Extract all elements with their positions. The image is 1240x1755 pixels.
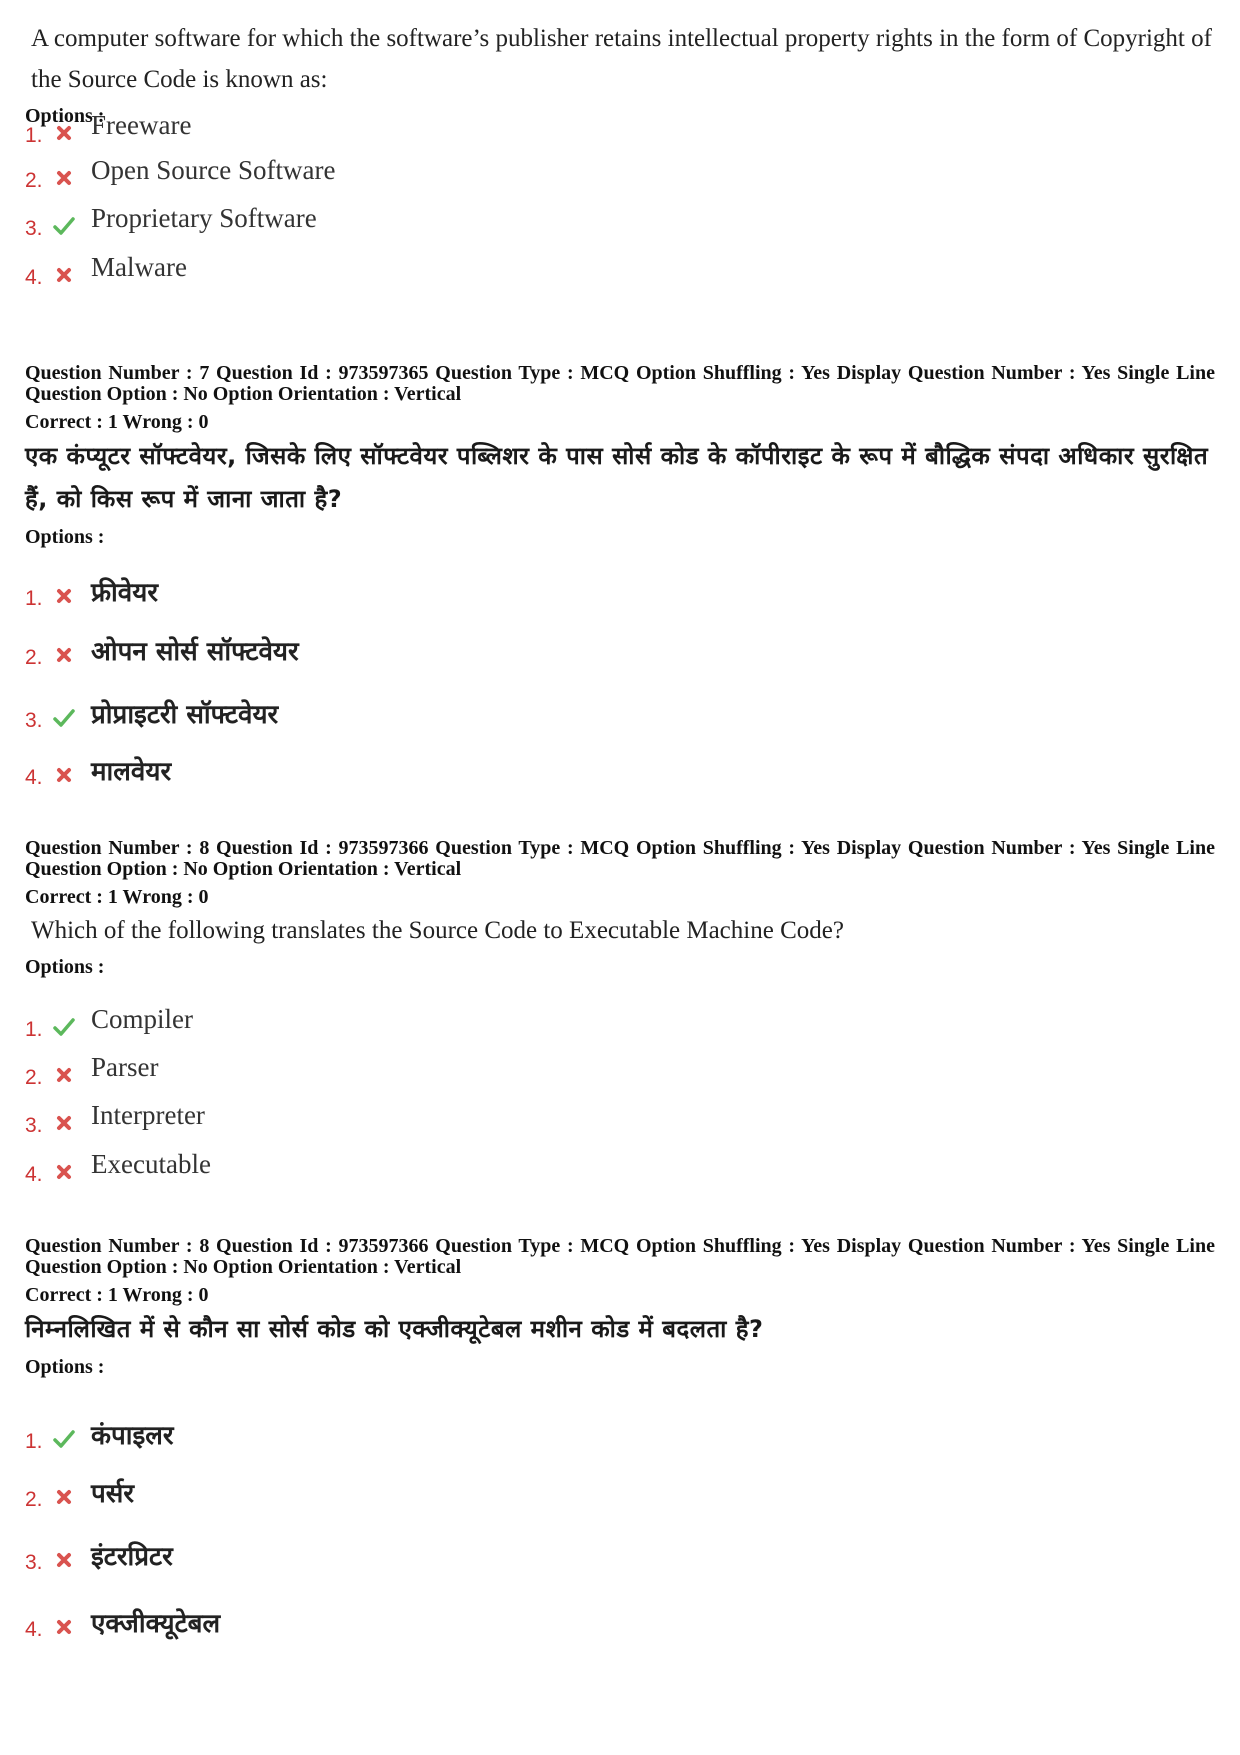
option-number: 1.: [25, 1018, 43, 1041]
option-4: [25, 252, 725, 292]
correct-wrong: Correct : 1 Wrong : 0: [25, 411, 209, 433]
option-label: कंपाइलर: [91, 1421, 174, 1451]
cross-icon: [53, 122, 75, 144]
option-label: पर्सर: [91, 1479, 134, 1509]
options-label: Options :: [25, 1356, 105, 1378]
option-label: Executable: [91, 1149, 211, 1179]
check-icon: [53, 1428, 75, 1450]
cross-icon: [53, 1486, 75, 1508]
question-text: निम्नलिखित में से कौन सा सोर्स कोड को एक्जीक्यूटेबल मशीन कोड में बदलता है?: [25, 1315, 764, 1343]
cross-icon: [53, 1616, 75, 1638]
option-label: Freeware: [91, 110, 192, 140]
correct-wrong: Correct : 1 Wrong : 0: [25, 886, 209, 908]
cross-icon: [53, 1064, 75, 1086]
option-number: 4.: [25, 1163, 43, 1186]
options-label: Options :: [25, 956, 105, 978]
question-meta: Question Number : 8 Question Id : 973597366 Question Type : MCQ Option Shuffling : Yes Display Question Number : Yes Single Line Question Option : No Option Orientation : Vertical: [25, 1235, 1215, 1278]
option-1: [25, 573, 725, 613]
cross-icon: [53, 644, 75, 666]
check-icon: [53, 1016, 75, 1038]
question-text: Which of the following translates the Source Code to Executable Machine Code?: [31, 917, 844, 944]
cross-icon: [53, 1161, 75, 1183]
check-icon: [53, 215, 75, 237]
option-1: [25, 110, 725, 150]
options-label: Options :: [25, 105, 105, 127]
option-label: इंटरप्रिटर: [91, 1542, 173, 1572]
option-number: 2.: [25, 646, 43, 669]
cross-icon: [53, 167, 75, 189]
option-3: [25, 695, 725, 735]
option-label: Open Source Software: [91, 155, 336, 185]
option-4: [25, 1604, 725, 1644]
cross-icon: [53, 264, 75, 286]
question-text: एक कंप्यूटर सॉफ्टवेयर, जिसके लिए सॉफ्टवेयर पब्लिशर के पास सोर्स कोड के कॉपीराइट के रूप में बौद्धिक संपदा अधिकार सुरक्षित हैं, को किस रूप में जाना जाता है?: [25, 442, 1209, 513]
option-number: 1.: [25, 124, 43, 147]
option-3: [25, 203, 725, 243]
option-number: 3.: [25, 709, 43, 732]
option-label: ओपन सोर्स सॉफ्टवेयर: [91, 637, 299, 667]
option-2: [25, 1474, 725, 1514]
option-4: [25, 1149, 725, 1189]
option-1: [25, 1004, 725, 1044]
option-label: Malware: [91, 252, 187, 282]
check-icon: [53, 707, 75, 729]
option-4: [25, 752, 725, 792]
option-number: 4.: [25, 766, 43, 789]
question-meta: Question Number : 7 Question Id : 973597365 Question Type : MCQ Option Shuffling : Yes Display Question Number : Yes Single Line Question Option : No Option Orientation : Vertical: [25, 362, 1215, 405]
option-3: [25, 1100, 725, 1140]
option-number: 2.: [25, 1066, 43, 1089]
question-7-hi: [25, 363, 1215, 549]
option-label: प्रोप्राइटरी सॉफ्टवेयर: [91, 700, 279, 730]
option-1: [25, 1416, 725, 1456]
option-2: [25, 632, 725, 672]
option-3: [25, 1537, 725, 1577]
option-label: Compiler: [91, 1004, 193, 1034]
option-label: फ्रीवेयर: [91, 578, 158, 608]
option-number: 4.: [25, 1618, 43, 1641]
option-label: Parser: [91, 1052, 159, 1082]
option-label: Proprietary Software: [91, 203, 317, 233]
question-meta: Question Number : 8 Question Id : 973597366 Question Type : MCQ Option Shuffling : Yes Display Question Number : Yes Single Line Question Option : No Option Orientation : Vertical: [25, 837, 1215, 880]
option-2: [25, 155, 725, 195]
option-label: Interpreter: [91, 1100, 205, 1130]
cross-icon: [53, 585, 75, 607]
question-text: A computer software for which the software’s publisher retains intellectual property rights in the form of Copyright of the Source Code is known as:: [31, 25, 1212, 93]
option-number: 3.: [25, 1114, 43, 1137]
option-2: [25, 1052, 725, 1092]
options-label: Options :: [25, 526, 105, 548]
option-number: 1.: [25, 1430, 43, 1453]
question-8-en: [25, 838, 1215, 979]
cross-icon: [53, 1549, 75, 1571]
question-8-hi: [25, 1236, 1215, 1379]
cross-icon: [53, 764, 75, 786]
option-label: मालवेयर: [91, 757, 172, 787]
option-number: 2.: [25, 1488, 43, 1511]
option-label: एक्जीक्यूटेबल: [91, 1609, 221, 1639]
option-number: 3.: [25, 217, 43, 240]
correct-wrong: Correct : 1 Wrong : 0: [25, 1284, 209, 1306]
option-number: 4.: [25, 266, 43, 289]
cross-icon: [53, 1112, 75, 1134]
option-number: 3.: [25, 1551, 43, 1574]
option-number: 2.: [25, 169, 43, 192]
option-number: 1.: [25, 587, 43, 610]
